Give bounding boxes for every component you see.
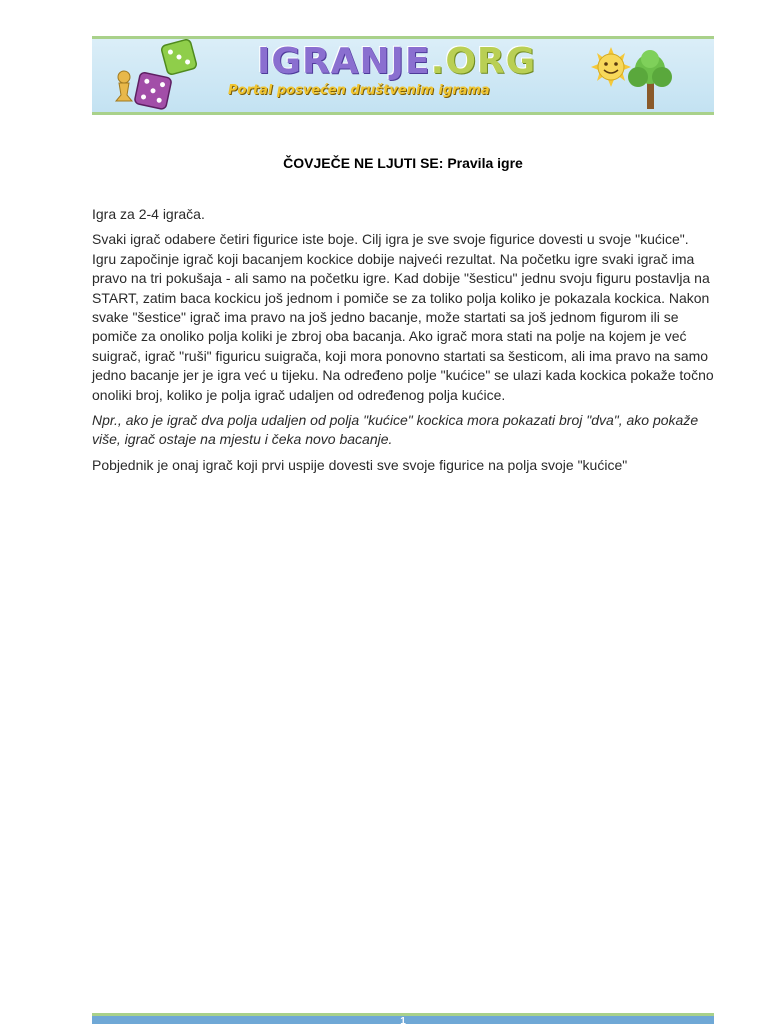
logo-main-text: IGRANJE <box>257 41 431 82</box>
page-number: 1 <box>400 1016 406 1024</box>
site-banner <box>92 36 714 115</box>
logo-org-text: .ORG <box>430 41 537 82</box>
paragraph-players: Igra za 2-4 igrača. <box>92 206 205 222</box>
site-tagline: Portal posvećen društvenim igrama <box>228 83 490 98</box>
pawn-icon <box>116 71 132 101</box>
tree-icon <box>628 50 672 109</box>
site-logo[interactable] <box>257 41 536 82</box>
purple-die-icon <box>134 72 172 110</box>
document-body <box>92 205 714 481</box>
paragraph-example: Npr., ako je igrač dva polja udaljen od polja "kućice" kockica mora pokazati broj "dva", ako pokaže više, igrač ostaje na mjestu i čeka novo bacanje. <box>92 412 699 448</box>
page-footer <box>92 1013 714 1024</box>
paragraph-winner: Pobjednik je onaj igrač koji prvi uspije dovesti sve svoje figurice na polja svoje "kućice" <box>92 456 628 473</box>
paragraph-rules: Svaki igrač odabere četiri figurice iste boje. Cilj igra je sve svoje figurice dovesti u svoje "kućice". Igru započinje igrač koji bacanjem kockice dobije najveći rezultat. Na početku igre svaki igrač ima pravo na tri pokušaja - ali samo na početku igre. Kad dobije "šesticu" jednu svoju figuru postavlja na START, zatim baca kockicu još jednom i pomiče se za toliko polja koliko je pokazala kockica. Nakon svake "šestice" igrač ima pravo na još jedno bacanje, može startati sa još jednom figurom ili se pomiče za onoliko polja koliki je zbroj oba bacanja. Ako igrač mora stati na polje na kojem je već suigrač, igrač "ruši" figuricu suigrača, koji mora ponovno startati sa šesticom, ali ima pravo na samo jedno bacanje jer je igra već u tijeku. Na određeno polje "kućice" se ulazi kada kockica pokaže točno onoliki broj, koliko je polja igrač udaljen od određenog polja kućice. <box>92 231 714 403</box>
green-die-icon <box>161 39 198 75</box>
document-title: ČOVJEČE NE LJUTI SE: Pravila igre <box>283 155 523 171</box>
sun-icon <box>591 47 631 87</box>
